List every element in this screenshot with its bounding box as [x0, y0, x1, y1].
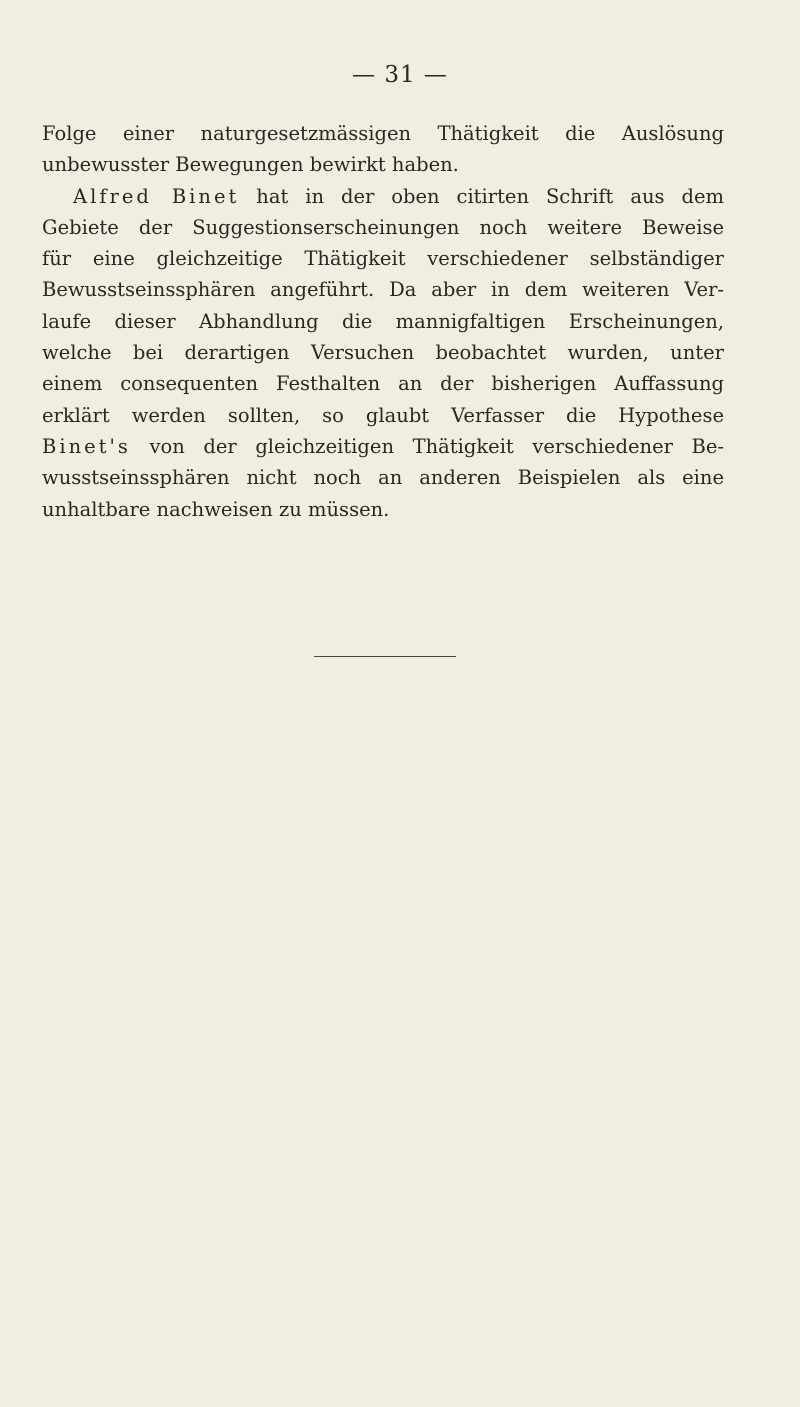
text-line: einem consequenten Festhalten an der bisherigen Auffassung	[42, 372, 724, 396]
author-name: Alfred Binet	[73, 184, 240, 208]
author-name: Binet's	[42, 434, 131, 458]
text-line: unhaltbare nachweisen zu müssen.	[42, 497, 390, 521]
text-fragment: hat in der oben citirten Schrift aus dem	[239, 184, 724, 208]
body-text	[42, 118, 724, 525]
section-divider	[314, 656, 456, 657]
text-fragment: von der gleichzeitigen Thätigkeit verschiedener Be-	[130, 434, 724, 458]
text-line	[42, 181, 724, 212]
text-line: wusstseinssphären nicht noch an anderen Beispielen als eine	[42, 466, 724, 490]
page-number: — 31 —	[352, 62, 448, 88]
text-line: welche bei derartigen Versuchen beobachtet wurden, unter	[42, 341, 724, 365]
text-line: für eine gleichzeitige Thätigkeit verschiedener selbständiger	[42, 247, 724, 271]
text-line: Gebiete der Suggestionserscheinungen noch weitere Beweise	[42, 215, 724, 239]
text-line: unbewusster Bewegungen bewirkt haben.	[42, 153, 459, 177]
text-line: Folge einer naturgesetzmässigen Thätigkeit die Auslösung	[42, 122, 724, 145]
text-line: Bewusstseinssphären angeführt. Da aber in dem weiteren Ver-	[42, 278, 724, 302]
text-line: erklärt werden sollten, so glaubt Verfasser die Hypothese	[42, 403, 724, 427]
text-line	[42, 431, 724, 462]
text-line: laufe dieser Abhandlung die mannigfaltigen Erscheinungen,	[42, 309, 724, 333]
